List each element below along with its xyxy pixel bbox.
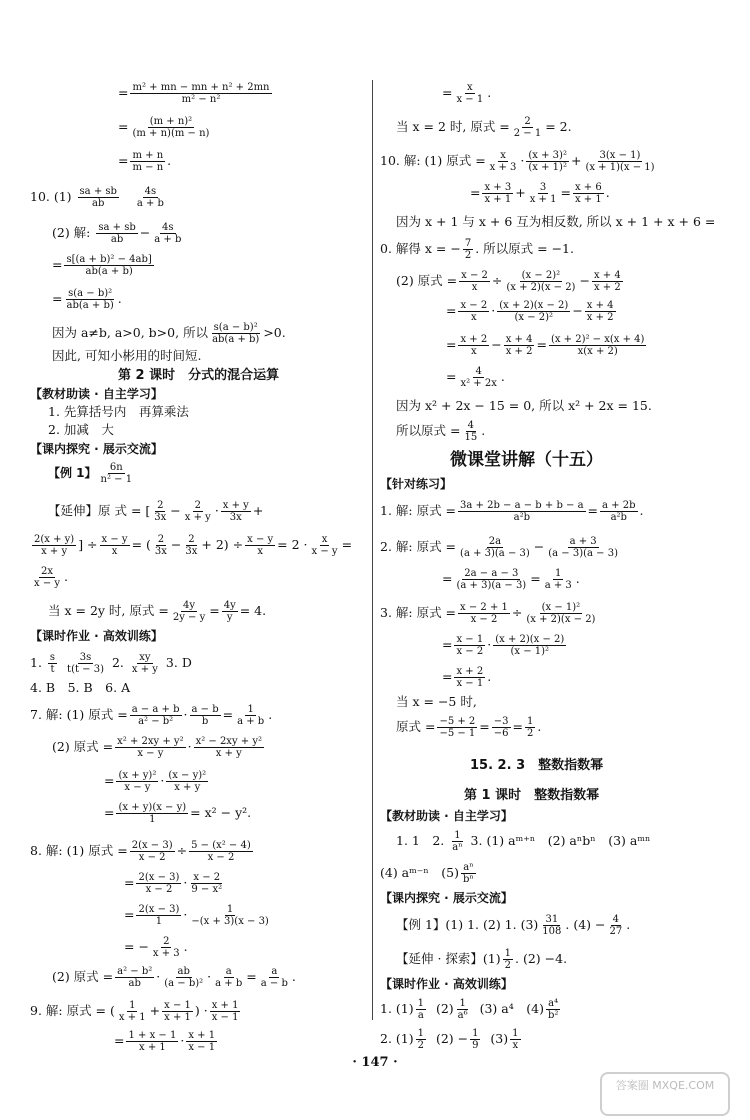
homework-8-step: = − $\frac{2}{x + 3}$ . (124, 936, 188, 959)
eq-line: 当 x = 2 时, 原式 = $\frac{2}{2 - 1}$ = 2. (396, 116, 572, 139)
eq-line: = $\frac{x}{x - 1}$ . (442, 82, 492, 105)
eq-line-1: = $\frac{\text{m² + mn − mn + n² + 2mn}}{\text{m² − n²}}$ (118, 82, 270, 105)
homework-9-step: = $\frac{1 + x - 1}{x + 1}$ · $\frac{x + 1}{x - 1}$ (114, 1030, 216, 1053)
answer-line: 1. 1 2. $\frac{1}{\text{aⁿ}}$ 3. (1) aᵐ⁺ⁿ (2) aⁿbⁿ (3) aᵐⁿ (396, 830, 651, 853)
eq-line: = $\frac{x + 2}{x - 1}$ . (442, 666, 492, 689)
section-header: 【教材助读 · 自主学习】 (380, 809, 513, 823)
eq-line-3: = $\frac{m + n}{m - n}$ . (118, 150, 172, 173)
eq-line: = $\frac{x + 3}{x + 1}$ + $\frac{3}{x + 1}$ = $\frac{x + 6}{x + 1}$ . (470, 182, 610, 205)
section-header: 【针对练习】 (380, 477, 453, 491)
section-header: 【课时作业 · 高效训练】 (380, 977, 513, 991)
lesson-title: 第 2 课时 分式的混合运算 (118, 368, 280, 383)
watermark-logo: 答案圈 MXQE.COM (600, 1072, 730, 1116)
homework-7-step: = $\frac{(x + y)(x - y)}{1}$ = x² − y². (104, 802, 252, 825)
homework-1: 1. $\frac{s}{t}$ $\frac{3s}{t(t - 3)}$ 2. $\frac{xy}{x + y}$ 3. D (30, 652, 192, 675)
eq-line: = $\frac{2a - a - 3}{(a + 3)(a - 3)}$ = $\frac{1}{a + 3}$ . (442, 568, 580, 591)
q10-step2: = $\frac{\text{s[(a + b)² − 4ab]}}{ab(a + b)}$ (52, 254, 152, 277)
eq-line: 0. 解得 x = − $\frac{7}{2}$ . 所以原式 = −1. (380, 238, 574, 261)
answer-line: (4) aᵐ⁻ⁿ (5) $\frac{\text{aⁿ}}{\text{bⁿ}}$ (380, 862, 474, 885)
practice-3: 3. 解: 原式 = $\frac{x - 2 + 1}{x - 2}$ ÷ $\frac{\text{(x − 1)²}}{(x + 2)(x - 2)}$ (380, 602, 596, 625)
text-line: 当 x = −5 时, (396, 694, 477, 709)
extension-line-1: 【延伸】原 式 = [ $\frac{2}{3x}$ − $\frac{2}{x + y}$ · $\frac{x + y}{3x}$ + (48, 500, 264, 523)
eq-line: = $\frac{x - 1}{x - 2}$ · $\frac{(x + 2)(x - 2)}{\text{(x − 1)²}}$ (442, 634, 565, 657)
eq-line: = $\frac{x + 2}{x}$ − $\frac{x + 4}{x + 2}$ = $\frac{\text{(x + 2)² − x(x + 4)}}{x(x + 2)}$ (446, 334, 645, 357)
q10-conclusion: 因此, 可知小彬用的时间短. (52, 348, 202, 363)
q10-right-part2: (2) 原式 = $\frac{x - 2}{x}$ ÷ $\frac{\text{(x − 2)²}}{(x + 2)(x - 2)}$ − $\frac{x + 4}{x + 2}$ (396, 270, 621, 293)
q10-reason: 因为 a≠b, a>0, b>0, 所以 $\frac{\text{s(a − b)²}}{ab(a + b)}$ >0. (52, 322, 286, 345)
example-1: 【例 1】(1) 1. (2) 1. (3) $\frac{31}{108}$ . (4) − $\frac{4}{27}$ . (396, 914, 631, 937)
page-number: · 147 · (352, 1055, 398, 1070)
q10-step3: = $\frac{\text{s(a − b)²}}{ab(a + b)}$ . (52, 288, 122, 311)
homework-8: 8. 解: (1) 原式 = $\frac{2(x - 3)}{x - 2}$ ÷ $\frac{\text{5 − (x² − 4)}}{x - 2}$ (30, 840, 251, 863)
lesson-title: 第 1 课时 整数指数幂 (464, 788, 600, 803)
text-line: 因为 x² + 2x − 15 = 0, 所以 x² + 2x = 15. (396, 398, 652, 413)
homework-7-step: = $\frac{\text{(x + y)²}}{x - y}$ · $\frac{\text{(x − y)²}}{x + y}$ (104, 770, 207, 793)
section-header: 【课时作业 · 高效训练】 (30, 629, 163, 643)
q10-right: 10. 解: (1) 原式 = $\frac{x}{x + 3}$ · $\frac{\text{(x + 3)²}}{\text{(x + 1)²}}$ + $\frac{3(x - 1)}{(x + 1)(x - 1)}$ (380, 150, 655, 173)
micro-lesson-title: 微课堂讲解（十五） (450, 450, 603, 470)
example-1: 【例 1】 $\frac{6n}{\text{n² − 1}}$ (48, 462, 133, 485)
column-divider (372, 80, 373, 1020)
homework-2: 2. (1) $\frac{1}{2}$ (2) − $\frac{1}{9}$ (3) $\frac{1}{x}$ (380, 1028, 519, 1051)
eq-line-2: = $\frac{\text{(m + n)²}}{(m + n)(m - n)}$ (118, 116, 210, 139)
homework-8-step: = $\frac{2(x - 3)}{1}$ · $\frac{1}{-(x + 3)(x - 3)}$ (124, 904, 269, 927)
eq-line: 原式 = $\frac{-5 + 2}{-5 - 1}$ = $\frac{-3}{-6}$ = $\frac{1}{2}$ . (396, 716, 542, 739)
homework-7-part2: (2) 原式 = $\frac{\text{x² + 2xy + y²}}{x - y}$ · $\frac{\text{x² − 2xy + y²}}{x + y}$ (52, 736, 262, 759)
q10-answer: 10. (1) $\frac{sa + sb}{ab}$ $\frac{4s}{a + b}$ (30, 186, 164, 209)
homework-1: 1. (1) $\frac{1}{a}$ (2) $\frac{1}{\text{a⁶}}$ (3) a⁴ (4) $\frac{\text{a⁴}}{\text{b²}}$ (380, 998, 559, 1021)
text-line: 因为 x + 1 与 x + 6 互为相反数, 所以 x + 1 + x + 6 = (396, 214, 716, 229)
eq-line: = $\frac{x - 2}{x}$ · $\frac{(x + 2)(x - 2)}{\text{(x − 2)²}}$ − $\frac{x + 4}{x + 2}$ (446, 300, 614, 323)
section-header: 【课内探究 · 展示交流】 (30, 442, 163, 456)
extension-line-3: $\frac{2x}{x - y}$ . (34, 566, 69, 589)
homework-7: 7. 解: (1) 原式 = $\frac{a - a + b}{\text{a² − b²}}$ · $\frac{a - b}{b}$ = $\frac{1}{a + b}$ . (30, 704, 273, 727)
practice-1: 1. 解: 原式 = $\frac{3a + 2b - a - b + b - a}{\text{a²b}}$ = $\frac{a + 2b}{\text{a²b}}$ . (380, 500, 644, 523)
eq-line: = $\frac{4}{\text{x² + 2x}}$ . (446, 366, 505, 389)
section-header: 【课内探究 · 展示交流】 (380, 891, 513, 905)
homework-2: 4. B 5. B 6. A (30, 680, 131, 695)
answer-line: 2. 加减 大 (48, 422, 114, 437)
extension-line-2: $\frac{2(x + y)}{x + y}$ ] ÷ $\frac{x - y}{x}$ = ( $\frac{2}{3x}$ − $\frac{2}{3x}$ + 2) ÷ $\frac{x - y}{x}$ = 2 · $\frac{x}{x - y}$ = (34, 534, 353, 557)
answer-line: 1. 先算括号内 再算乘法 (48, 404, 189, 419)
q10-part2: (2) 解: $\frac{sa + sb}{ab}$ − $\frac{4s}{a + b}$ (52, 222, 182, 245)
extension: 【延伸 · 探索】(1) $\frac{1}{2}$ . (2) −4. (396, 948, 568, 971)
section-header: 【教材助读 · 自主学习】 (30, 387, 163, 401)
practice-2: 2. 解: 原式 = $\frac{2a}{(a + 3)(a - 3)}$ − $\frac{a + 3}{(a - 3)(a - 3)}$ (380, 536, 618, 559)
homework-8-step: = $\frac{2(x - 3)}{x - 2}$ · $\frac{x - 2}{\text{9 − x²}}$ (124, 872, 223, 895)
section-title: 15. 2. 3 整数指数幂 (470, 758, 604, 773)
homework-8-part2: (2) 原式 = $\frac{\text{a² − b²}}{ab}$ · $\frac{ab}{\text{(a − b)²}}$ · $\frac{a}{a + b}$ = $\frac{a}{a - b}$ . (52, 966, 296, 989)
homework-9: 9. 解: 原式 = ( $\frac{1}{x + 1}$ + $\frac{x - 1}{x + 1}$ ) · $\frac{x + 1}{x - 1}$ (30, 1000, 239, 1023)
eq-line: 所以原式 = $\frac{4}{15}$ . (396, 420, 486, 443)
extension-line-4: 当 x = 2y 时, 原式 = $\frac{4y}{2y - y}$ = $\frac{4y}{y}$ = 4. (48, 600, 267, 623)
